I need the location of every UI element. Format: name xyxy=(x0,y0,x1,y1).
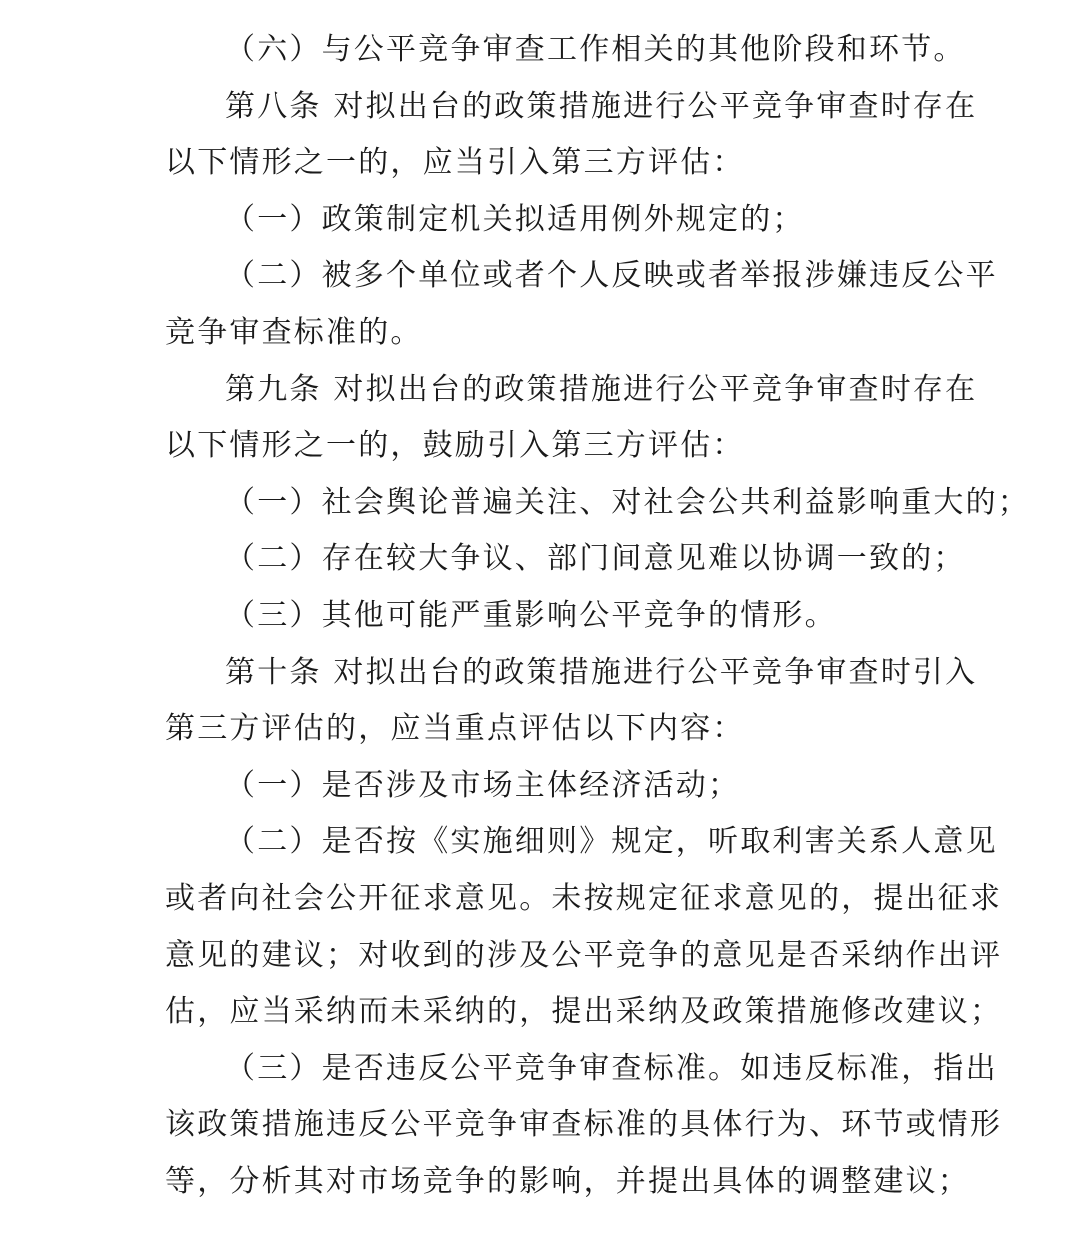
paragraph-line: 等，分析其对市场竞争的影响，并提出具体的调整建议； xyxy=(165,1163,970,1199)
list-item-line: （三）其他可能严重影响公平竞争的情形。 xyxy=(225,597,837,633)
list-item-line: （一）是否涉及市场主体经济活动； xyxy=(225,767,741,803)
paragraph-line: 第三方评估的，应当重点评估以下内容： xyxy=(165,711,745,747)
paragraph-line: （六）与公平竞争审查工作相关的其他阶段和环节。 xyxy=(225,32,966,67)
list-item-line: （一）政策制定机关拟适用例外规定的； xyxy=(225,201,805,237)
paragraph-line: 意见的建议；对收到的涉及公平竞争的意见是否采纳作出评 xyxy=(165,937,1003,973)
paragraph-line: 该政策措施违反公平竞争审查标准的具体行为、环节或情形 xyxy=(165,1107,1003,1143)
paragraph-line: 估，应当采纳而未采纳的，提出采纳及政策措施修改建议； xyxy=(165,994,1003,1030)
list-item-line: （三）是否违反公平竞争审查标准。如违反标准，指出 xyxy=(225,1050,998,1086)
paragraph-line: 以下情形之一的，鼓励引入第三方评估： xyxy=(165,428,745,464)
paragraph-line: 以下情形之一的，应当引入第三方评估： xyxy=(165,145,745,181)
list-item-line: （二）存在较大争议、部门间意见难以协调一致的； xyxy=(225,541,966,577)
article-8-heading-line: 第八条 对拟出台的政策措施进行公平竞争审查时存在 xyxy=(225,88,978,124)
article-9-heading-line: 第九条 对拟出台的政策措施进行公平竞争审查时存在 xyxy=(225,371,978,407)
paragraph-line: 竞争审查标准的。 xyxy=(165,314,423,350)
list-item-line: （二）是否按《实施细则》规定，听取利害关系人意见 xyxy=(225,824,998,860)
list-item-line: （一）社会舆论普遍关注、对社会公共利益影响重大的； xyxy=(225,484,1030,520)
article-10-heading-line: 第十条 对拟出台的政策措施进行公平竞争审查时引入 xyxy=(225,654,978,690)
paragraph-line: 或者向社会公开征求意见。未按规定征求意见的，提出征求 xyxy=(165,880,1003,916)
document-body xyxy=(165,22,1030,1210)
list-item-line: （二）被多个单位或者个人反映或者举报涉嫌违反公平 xyxy=(225,258,998,294)
